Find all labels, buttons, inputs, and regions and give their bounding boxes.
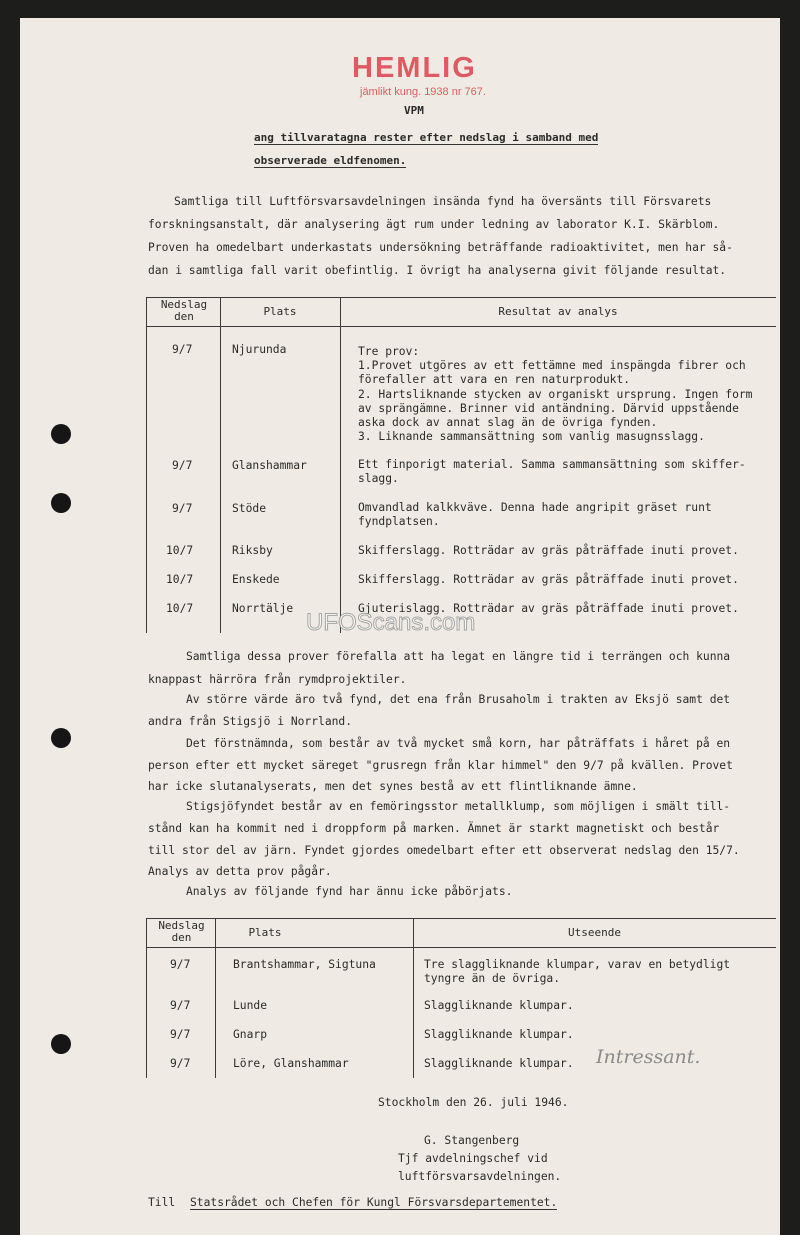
table1-cell-date: 9/7 <box>172 502 193 515</box>
body-line: Det förstnämnda, som består av två mycket små korn, har påträffats i håret på en <box>186 737 731 750</box>
table2-header-date: Nedslag den <box>158 919 205 944</box>
body-line: Analys av detta prov pågår. <box>148 865 332 878</box>
table1-cell-result-line: av sprängämne. Brinner vid antändning. Därvid uppstående <box>358 402 739 415</box>
table2-header-appearance: Utseende <box>568 926 621 939</box>
table1-header-result: Resultat av analys <box>498 305 618 318</box>
punch-hole <box>51 493 71 513</box>
table1-cell-result-line: 1.Provet utgöres av ett fettämne med inspängda fibrer och <box>358 359 746 372</box>
table2-cell-date: 9/7 <box>170 999 191 1012</box>
place-date: Stockholm den 26. juli 1946. <box>378 1096 569 1109</box>
table1-cell-date: 9/7 <box>172 343 193 356</box>
body-line: Analys av följande fynd har ännu icke påbörjats. <box>186 885 513 898</box>
table1-cell-result-line: 3. Liknande sammansättning som vanlig masugnsslagg. <box>358 430 705 443</box>
intro-line: Samtliga till Luftförsvarsavdelningen insända fynd ha översänts till Försvarets <box>174 195 712 208</box>
body-line: Stigsjöfyndet består av en femöringsstor metallklump, som möjligen i smält till- <box>186 800 731 813</box>
table1-cell-place: Glanshammar <box>232 459 307 472</box>
intro-line: Proven ha omedelbart underkastats undersökning beträffande radioaktivitet, men har så- <box>148 241 733 254</box>
punch-hole <box>51 424 71 444</box>
body-line: andra från Stigsjö i Norrland. <box>148 715 353 728</box>
table1-cell-date: 10/7 <box>166 602 194 615</box>
watermark: UFOScans.com <box>306 609 476 636</box>
classification-stamp-reference: jämlikt kung. 1938 nr 767. <box>360 86 486 98</box>
table1-cell-place: Norrtälje <box>232 602 294 615</box>
punch-hole <box>51 1034 71 1054</box>
table2-cell-place: Brantshammar, Sigtuna <box>233 958 376 971</box>
signatory-name: G. Stangenberg <box>424 1134 520 1147</box>
table1-cell-result-line: Omvandlad kalkkväve. Denna hade angripit gräset runt <box>358 501 712 514</box>
table2-cell-appearance-line: Tre slaggliknande klumpar, varav en betydligt <box>424 958 731 971</box>
table1-cell-result-line: Gjuterislagg. Rotträdar av gräs påträffade inuti provet. <box>358 602 739 615</box>
body-line: person efter ett mycket säreget "grusregn från klar himmel" den 9/7 på kvällen. Provet <box>148 759 733 772</box>
table2-cell-appearance-line: Slaggliknande klumpar. <box>424 1057 574 1070</box>
table2-cell-place: Löre, Glanshammar <box>233 1057 349 1070</box>
body-line: knappast härröra från rymdprojektiler. <box>148 673 407 686</box>
punch-hole <box>51 728 71 748</box>
table1-cell-place: Stöde <box>232 502 267 515</box>
memo-label: VPM <box>404 104 424 117</box>
table1-cell-date: 9/7 <box>172 459 193 472</box>
table2-cell-place: Gnarp <box>233 1028 268 1041</box>
table1-cell-result-line: Ett finporigt material. Samma sammansättning som skiffer- <box>358 458 746 471</box>
table1-cell-result-line: Skifferslagg. Rotträdar av gräs påträffade inuti provet. <box>358 573 739 586</box>
recipient: Statsrådet och Chefen för Kungl Försvarsdepartementet. <box>190 1196 558 1209</box>
signatory-role: Tjf avdelningschef vid <box>398 1152 548 1165</box>
table1-cell-date: 10/7 <box>166 544 194 557</box>
table1-cell-result-line: aska dock av annat slag än de övriga fynden. <box>358 416 658 429</box>
table1-cell-place: Enskede <box>232 573 280 586</box>
table2-cell-place: Lunde <box>233 999 268 1012</box>
table1-cell-date: 10/7 <box>166 573 194 586</box>
signatory-role: luftförsvarsavdelningen. <box>398 1170 562 1183</box>
handwritten-note: Intressant. <box>596 1046 701 1068</box>
classification-stamp: HEMLIG <box>352 52 477 84</box>
table2-header-place: Plats <box>248 926 282 939</box>
memo-subject-line-1: ang tillvaratagna rester efter nedslag i samband med <box>254 131 599 144</box>
table1-cell-result-line: förefaller att vara en ren naturprodukt. <box>358 373 631 386</box>
recipient-label: Till <box>148 1196 176 1209</box>
body-line: stånd kan ha kommit ned i droppform på marken. Ämnet är starkt magnetiskt och består <box>148 822 720 835</box>
table2-cell-appearance-line: Slaggliknande klumpar. <box>424 999 574 1012</box>
table2-cell-appearance-line: Slaggliknande klumpar. <box>424 1028 574 1041</box>
table1-header-place: Plats <box>263 305 297 318</box>
table1-cell-place: Njurunda <box>232 343 287 356</box>
table2-cell-appearance-line: tyngre än de övriga. <box>424 972 561 985</box>
table1-cell-result-line: Tre prov: <box>358 345 420 358</box>
body-line: Samtliga dessa prover förefalla att ha legat en längre tid i terrängen och kunna <box>186 650 731 663</box>
intro-line: forskningsanstalt, där analysering ägt rum under ledning av laborator K.I. Skärblom. <box>148 218 720 231</box>
table2-cell-date: 9/7 <box>170 1057 191 1070</box>
table1-cell-result-line: fyndplatsen. <box>358 515 440 528</box>
body-line: Av större värde äro två fynd, det ena från Brusaholm i trakten av Eksjö samt det <box>186 693 731 706</box>
table2-cell-date: 9/7 <box>170 1028 191 1041</box>
table1-cell-place: Riksby <box>232 544 273 557</box>
table2-cell-date: 9/7 <box>170 958 191 971</box>
body-line: har icke slutanalyserats, men det synes bestå av ett flintliknande ämne. <box>148 780 638 793</box>
intro-line: dan i samtliga fall varit obefintlig. I övrigt ha analyserna givit följande resultat. <box>148 264 727 277</box>
body-line: till stor del av järn. Fyndet gjordes omedelbart efter ett observerat nedslag den 15/7. <box>148 844 740 857</box>
memo-subject-line-2: observerade eldfenomen. <box>254 154 407 167</box>
table1-cell-result-line: Skifferslagg. Rotträdar av gräs påträffade inuti provet. <box>358 544 739 557</box>
table1-cell-result-line: 2. Hartsliknande stycken av organiskt ursprung. Ingen form <box>358 388 753 401</box>
table1-cell-result-line: slagg. <box>358 472 399 485</box>
table1-header-date: Nedslag den <box>160 298 208 323</box>
